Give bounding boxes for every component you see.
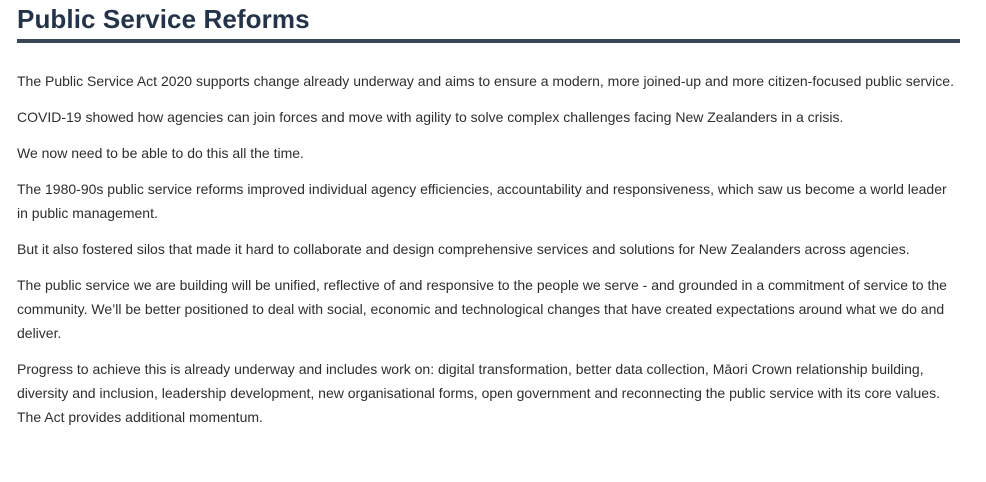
paragraph-unified-service: The public service we are building will be unified, reflective of and responsive to the people we serve - and grounded in a commitment of service to the community. We’ll be better positioned to deal with social, economic and technological changes that have created expectations around what we do and deliver. xyxy=(17,277,947,341)
paragraph-silos: But it also fostered silos that made it hard to collaborate and design comprehensive services and solutions for New Zealanders across agencies. xyxy=(17,241,910,257)
paragraph-covid: COVID-19 showed how agencies can join forces and move with agility to solve complex challenges facing New Zealanders in a crisis. xyxy=(17,109,844,125)
content-section xyxy=(17,0,960,441)
paragraph-all-the-time: We now need to be able to do this all the time. xyxy=(17,145,304,161)
paragraph-act-2020: The Public Service Act 2020 supports change already underway and aims to ensure a modern, more joined-up and more citizen-focused public service. xyxy=(17,73,954,89)
paragraph-progress: Progress to achieve this is already underway and includes work on: digital transformation, better data collection, Māori Crown relationship building, diversity and inclusion, leadership development, new organisational forms, open government and reconnecting the public service with its core values. The Act provides additional momentum. xyxy=(17,361,940,425)
paragraph-1980s-reforms: The 1980-90s public service reforms improved individual agency efficiencies, accountability and responsiveness, which saw us become a world leader in public management. xyxy=(17,181,947,221)
page-title: Public Service Reforms xyxy=(17,4,310,34)
title-divider xyxy=(17,39,960,43)
article-body xyxy=(17,69,960,429)
